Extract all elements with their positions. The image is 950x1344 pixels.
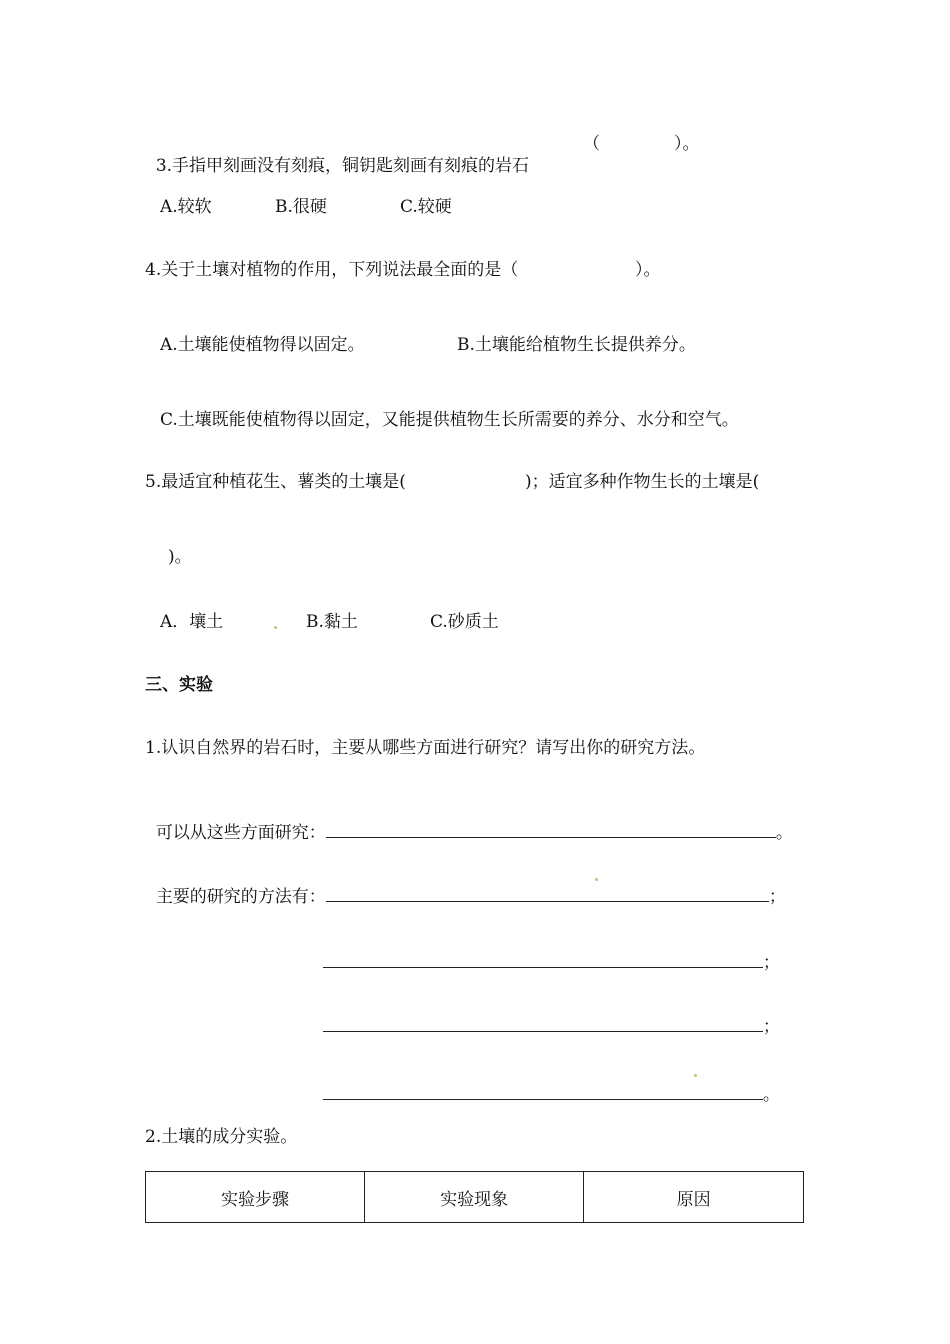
method-answer-field-1[interactable] <box>326 886 769 902</box>
q3-stem: 3.手指甲刻画没有刻痕，铜钥匙刻画有刻痕的岩石 <box>155 156 530 176</box>
methods-label: 主要的研究的方法有： <box>155 887 326 907</box>
q5-mid: )；适宜多种作物生长的土壤是( <box>525 472 760 492</box>
q3-option-a: A.较软 <box>160 197 212 217</box>
method-answer-field-2[interactable] <box>323 952 763 968</box>
q5-option-a: A．壤土 <box>160 612 224 632</box>
aspects-line <box>145 800 793 844</box>
methods-end-4: 。 <box>762 1085 780 1105</box>
s3-q1: 1.认识自然界的岩石时，主要从哪些方面进行研究？请写出你的研究方法。 <box>145 738 706 758</box>
q3-paren-close: ）。 <box>674 134 700 154</box>
aspects-label: 可以从这些方面研究： <box>155 823 326 843</box>
q3-paren-open: （ <box>583 134 600 154</box>
q4-paren-close: ）。 <box>635 260 661 280</box>
q3-option-b: B.很硬 <box>275 197 327 217</box>
q5-stem: 5.最适宜种植花生、薯类的土壤是( <box>145 472 406 492</box>
methods-end-1: ； <box>768 887 786 907</box>
aspects-answer-field[interactable] <box>326 822 776 838</box>
method-answer-field-3[interactable] <box>323 1016 763 1032</box>
q3-line <box>145 133 529 177</box>
experiment-table <box>145 1171 804 1223</box>
table-header-reason: 原因 <box>584 1172 804 1223</box>
speck-mark <box>274 626 277 629</box>
method-answer-field-4[interactable] <box>323 1084 763 1100</box>
q4-option-b: B.土壤能给植物生长提供养分。 <box>457 335 696 355</box>
section-heading: 三、实验 <box>145 675 213 695</box>
table-header-row <box>146 1172 804 1223</box>
q4-option-c: C.土壤既能使植物得以固定，又能提供植物生长所需要的养分、水分和空气。 <box>160 410 739 430</box>
q5-option-c: C.砂质土 <box>430 612 499 632</box>
method-line-4 <box>312 1062 780 1106</box>
aspects-end: 。 <box>775 823 793 843</box>
q5-option-b: B.黏土 <box>306 612 358 632</box>
q5-close: )。 <box>168 547 192 567</box>
q3-option-c: C.较硬 <box>400 197 452 217</box>
method-line-3 <box>312 994 780 1038</box>
q4-stem: 4.关于土壤对植物的作用，下列说法最全面的是（ <box>145 260 519 280</box>
methods-line <box>145 864 786 908</box>
speck-mark <box>694 1074 697 1077</box>
table-header-steps: 实验步骤 <box>146 1172 365 1223</box>
q4-option-a: A.土壤能使植物得以固定。 <box>160 335 365 355</box>
methods-end-3: ； <box>762 1017 780 1037</box>
s3-q2: 2.土壤的成分实验。 <box>145 1127 298 1147</box>
method-line-2 <box>312 930 780 974</box>
methods-end-2: ； <box>762 953 780 973</box>
table-header-phenomena: 实验现象 <box>365 1172 584 1223</box>
speck-mark <box>595 878 598 881</box>
